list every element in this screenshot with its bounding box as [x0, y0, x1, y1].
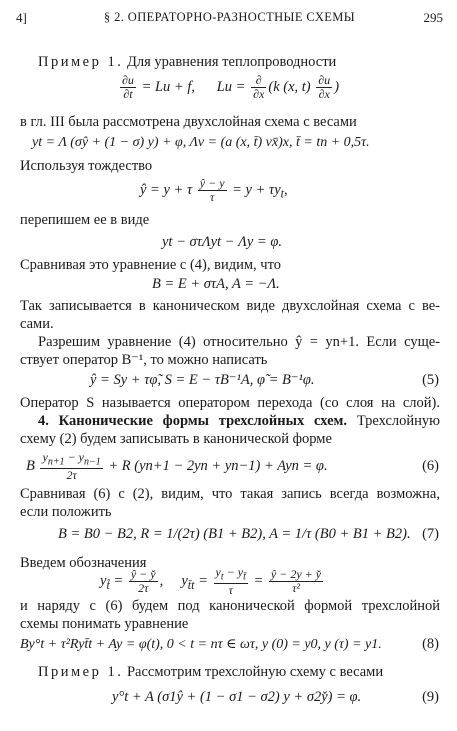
paragraph-text: схему (2) будем записывать в канонической форме	[20, 431, 332, 447]
equation-scheme: yt = Λ (σŷ + (1 − σ) y) + φ, Λv = (a (x, t̄) vx̄)x, t̄ = tn + 0,5τ.	[32, 135, 370, 150]
paragraph-text: Разрешим уравнение (4) относительно ŷ = yn+1. Если суще-	[38, 334, 440, 350]
section-title: § 2. ОПЕРАТОРНО-РАЗНОСТНЫЕ СХЕМЫ	[103, 10, 356, 24]
equation-number: (5)	[422, 372, 439, 388]
section-4-text: Трехслойную	[356, 413, 440, 429]
equation-identity: ŷ = y + τ $\frac{ŷ - y}{\tau}$ = $y + \tau y_t$,	[140, 176, 288, 204]
paragraph-text: Введем обозначения	[20, 555, 147, 571]
example-label: Пример 1.	[38, 54, 124, 70]
paragraph-text: в гл. III была рассмотрена двухслойная схема с весами	[20, 114, 357, 130]
example-1-line	[38, 54, 336, 71]
equation-9: y°t + A (σ1ŷ + (1 − σ1 − σ2) y + σ2y̌) = φ.	[112, 689, 362, 705]
paragraph-text: Оператор S называется оператором перехода (со слоя на слой).	[20, 395, 440, 411]
example-text: Рассмотрим трехслойную схему с весами	[126, 664, 384, 680]
equation-number: (6)	[422, 458, 439, 474]
equation-8: By°t + τ²Ryt̄t + Ay = φ(t), 0 < t = nτ ∈ ωτ, y (0) = y0, y (τ) = y1.	[20, 637, 382, 652]
header-left-mark: 4]	[16, 10, 27, 25]
equation-B-A: B = E + στA, A = −Λ.	[152, 276, 280, 292]
paragraph-text: и наряду с (6) будем под канонической формой трехслойной	[20, 598, 440, 614]
equation-notation: $y_{t̊}$ = $\frac{ŷ - y̌}{2\tau}$ , $y_{t̄t}$ = $\frac{y_t - y_{t̄}}{\tau}$ = $\frac{ŷ - 2y + y̌}{\text{τ²}}$	[100, 565, 322, 598]
paragraph-text: Используя тождество	[20, 158, 153, 174]
paragraph-text: ствует оператор B⁻¹, то можно написать	[20, 352, 268, 368]
running-header	[16, 2, 443, 28]
paragraph-text: если положить	[20, 504, 112, 520]
equation-number: (8)	[422, 636, 439, 652]
example-label: Пример 1.	[38, 664, 124, 680]
equation-number: (9)	[422, 689, 439, 705]
section-4-line	[38, 413, 440, 430]
equation-7: B = B0 − B2, R = 1/(2τ) (B1 + B2), A = 1/τ (B0 + B1 + B2).	[58, 526, 411, 542]
paragraph-text: схемы понимать уравнение	[20, 616, 189, 632]
equation-6-rest: + R (yn+1 − 2yn + yn−1) + Ayn = φ.	[108, 458, 328, 475]
page-number: 295	[423, 10, 443, 25]
equation-heat-part-a: = Lu + f,	[141, 78, 195, 95]
equation-heat-part-b: Lu =	[216, 78, 246, 95]
equation-number: (7)	[422, 526, 439, 542]
paragraph-text: Сравнивая (6) с (2), видим, что такая запись всегда возможна,	[20, 486, 440, 502]
paragraph-text: перепишем ее в виде	[20, 212, 150, 228]
equation-heat: $\frac{\partial u}{\partial t}$ = Lu + f, Lu = $\frac{\partial}{\partial x}$ (k (x, t) $\frac{\partial u}{\partial x}$ )	[122, 73, 340, 101]
equation-6: B $\frac{y_{n+1} - y_{n-1}}{2\tau}$ + R (yn+1 − 2yn + yn−1) + Ayn = φ.	[26, 450, 328, 483]
section-4-title: 4. Канонические формы трехслойных схем.	[38, 413, 348, 429]
equation-5: ŷ = Sy + τφ̃, S = E − τB⁻¹A, φ̃ = B⁻¹φ.	[90, 372, 315, 388]
equation-rewrite: yt − στΛyt − Λy = φ.	[162, 234, 282, 250]
example-text: Для уравнения теплопроводности	[126, 54, 337, 70]
example-1-line-2	[38, 664, 383, 681]
paragraph-text: Так записывается в каноническом виде двухслойная схема с ве-	[20, 298, 440, 314]
paragraph-text: Сравнивая это уравнение с (4), видим, что	[20, 257, 281, 273]
paragraph-text: сами.	[20, 316, 54, 332]
